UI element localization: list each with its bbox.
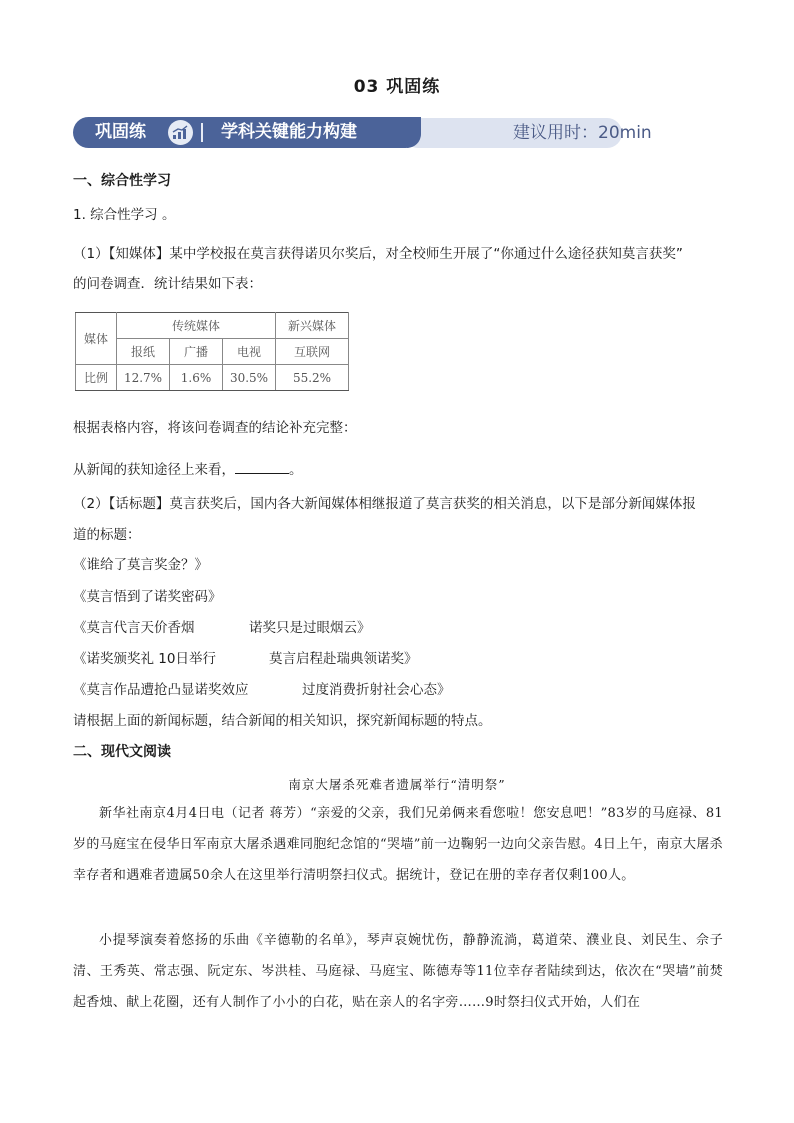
headline-item <box>73 555 208 575</box>
chart-growth-icon <box>168 120 193 145</box>
question-1-fill-blank <box>73 459 303 480</box>
headline-text: 《谁给了莫言奖金？》 <box>73 557 208 573</box>
question-1: 1. 综合性学习 。 <box>73 207 176 223</box>
document-title: 03 巩固练 <box>353 77 441 97</box>
table-cell: 12.7% <box>117 365 170 391</box>
table-subheader: 广播 <box>170 339 223 365</box>
headline-text: 莫言启程赴瑞典领诺奖》 <box>269 651 418 667</box>
question-1-part2-prompt: 请根据上面的新闻标题，结合新闻的相关知识，探究新闻标题的特点。 <box>73 713 492 729</box>
table-header-new-media: 新兴媒体 <box>276 313 349 339</box>
banner-label-consolidate: 巩固练 <box>95 122 146 142</box>
fill-blank-end: 。 <box>289 462 303 478</box>
table-subheader: 报纸 <box>117 339 170 365</box>
table-subheader: 电视 <box>223 339 276 365</box>
banner-time-pill <box>403 118 652 148</box>
question-1-part2-line1: （2）【话标题】莫言获奖后，国内各大新闻媒体相继报道了莫言获奖的相关消息，以下是部分新闻媒体报 <box>73 496 696 512</box>
banner-title-pill <box>73 117 421 148</box>
headline-text: 《莫言悟到了诺奖密码》 <box>73 589 222 605</box>
question-1-part1-line1: （1）【知媒体】某中学校报在莫言获得诺贝尔奖后，对全校师生开展了“你通过什么途径获知莫言获奖” <box>73 246 683 262</box>
article-paragraph-1: 新华社南京4月4日电（记者 蒋芳）“亲爱的父亲，我们兄弟俩来看您啦！您安息吧！”83岁的马庭禄、81岁的马庭宝在侵华日军南京大屠杀遇难同胞纪念馆的“哭墙”前一边鞠躬一边向父亲告慰。4日上午，南京大屠杀幸存者和遇难者遗属50余人在这里举行清明祭扫仪式。据统计，登记在册的幸存者仅剩100人。 <box>73 806 723 883</box>
question-1-prompt: 根据表格内容，将该问卷调查的结论补充完整： <box>73 420 357 436</box>
banner-separator <box>201 123 203 142</box>
article-title: 南京大屠杀死难者遗属举行“清明祭” <box>288 777 506 792</box>
headline-text: 《莫言作品遭抢凸显诺奖效应 <box>73 682 249 698</box>
headline-item <box>73 680 451 700</box>
headline-item <box>73 587 222 607</box>
headline-text: 过度消费折射社会心态》 <box>302 682 451 698</box>
table-header-traditional: 传统媒体 <box>117 313 276 339</box>
survey-table <box>75 312 349 391</box>
table-subheader: 互联网 <box>276 339 349 365</box>
table-cell: 30.5% <box>223 365 276 391</box>
table-row-label: 比例 <box>76 365 117 391</box>
section-banner <box>73 117 652 148</box>
answer-blank[interactable] <box>235 459 289 474</box>
article-paragraph-2: 小提琴演奏着悠扬的乐曲《辛德勒的名单》，琴声哀婉忧伤，静静流淌，葛道荣、濮业良、刘民生、佘子清、王秀英、常志强、阮定东、岑洪桂、马庭禄、马庭宝、陈德寿等11位幸存者陆续到达，依次在“哭墙”前焚起香烛、献上花圈，还有人制作了小小的白花，贴在亲人的名字旁……9时祭扫仪式开始，人们在 <box>73 933 723 1010</box>
table-cell: 1.6% <box>170 365 223 391</box>
headline-text: 《莫言代言天价香烟 <box>73 620 195 636</box>
section-heading-reading: 二、现代文阅读 <box>73 744 171 760</box>
fill-blank-text: 从新闻的获知途径上来看， <box>73 462 235 478</box>
suggested-time: 建议用时：20min <box>513 123 652 143</box>
headline-text: 诺奖只是过眼烟云》 <box>249 620 371 636</box>
section-heading-comprehensive: 一、综合性学习 <box>73 173 171 189</box>
banner-label-ability: 学科关键能力构建 <box>221 122 357 142</box>
table-header-media: 媒体 <box>76 313 117 365</box>
question-1-part1-line2: 的问卷调查．统计结果如下表： <box>73 276 262 292</box>
headline-text: 《诺奖颁奖礼 10日举行 <box>73 651 216 667</box>
headline-item <box>73 618 371 638</box>
headline-item <box>73 649 418 669</box>
question-1-part2-line2: 道的标题： <box>73 527 141 543</box>
table-cell: 55.2% <box>276 365 349 391</box>
